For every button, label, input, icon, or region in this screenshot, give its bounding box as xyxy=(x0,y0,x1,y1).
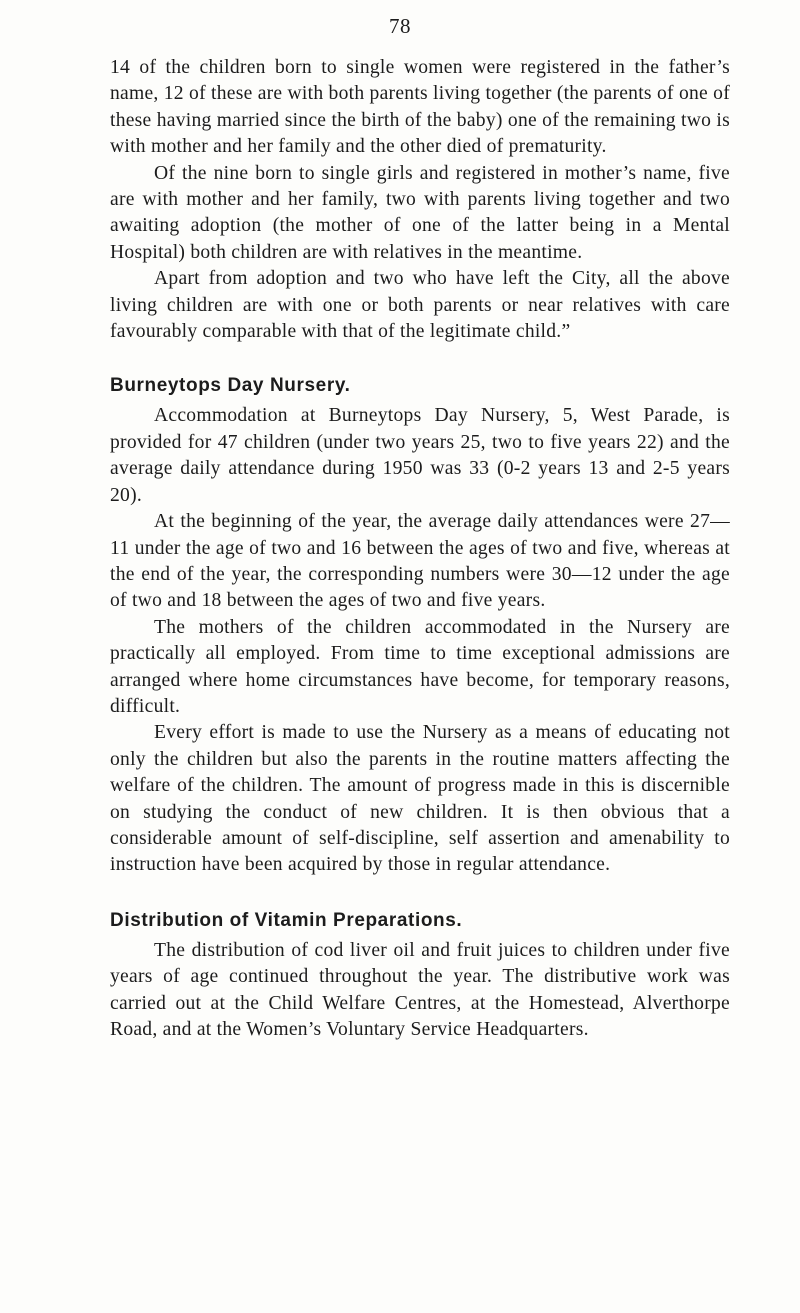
paragraph: Of the nine born to single girls and registered in mother’s name, five are with mother and her family, two with parents living together and two awaiting adoption (the mother of one of the latter being in a Mental Hospital) both children are with relatives in the meantime. xyxy=(110,162,730,263)
page-number: 78 xyxy=(389,14,411,38)
section-heading: Burneytops Day Nursery. xyxy=(110,375,351,397)
paragraph: Accommodation at Burneytops Day Nursery, 5, West Parade, is provided for 47 children (under two years 25, two to five years 22) and the average daily attendance during 1950 was 33 (0-2 years 13 and 2-5 years 20). xyxy=(110,405,730,506)
paragraph: Every effort is made to use the Nursery as a means of educating not only the children but also the parents in the routine matters affecting the welfare of the children. The amount of progress made in this is discernible on studying the conduct of new children. It is then obvious that a considerable amount of self-discipline, self assertion and amenability to instruction have been acquired by those in regular attendance. xyxy=(110,722,730,876)
paragraph: At the beginning of the year, the average daily attendances were 27— 11 under the age of two and 16 between the ages of two and five, whereas at the end of the year, the corresponding numbers were 30—12 under the age of two and 18 between the ages of two and five years. xyxy=(110,511,730,612)
paragraph: 14 of the children born to single women were registered in the father’s name, 12 of these are with both parents living together (the parents of one of these having married since the birth of the baby) one of the remaining two is with mother and her family and the other died of prematurity. xyxy=(110,57,730,158)
nursery-section xyxy=(110,373,730,878)
vitamin-section xyxy=(110,908,730,1044)
intro-section xyxy=(110,55,730,345)
section-heading: Distribution of Vitamin Preparations. xyxy=(110,909,463,931)
paragraph: The distribution of cod liver oil and fruit juices to children under five years of age continued throughout the year. The distributive work was carried out at the Child Welfare Centres, at the Homestead, Alverthorpe Road, and at the Women’s Voluntary Service Headquarters. xyxy=(110,939,730,1040)
page-content xyxy=(110,55,730,1043)
paragraph: The mothers of the children accommodated in the Nursery are practically all employed. From time to time exceptional admissions are arranged where home circumstances have become, for temporary reasons, difficult. xyxy=(110,616,730,717)
paragraph: Apart from adoption and two who have left the City, all the above living children are with one or both parents or near relatives with care favourably comparable with that of the legitimate child.” xyxy=(110,268,730,343)
